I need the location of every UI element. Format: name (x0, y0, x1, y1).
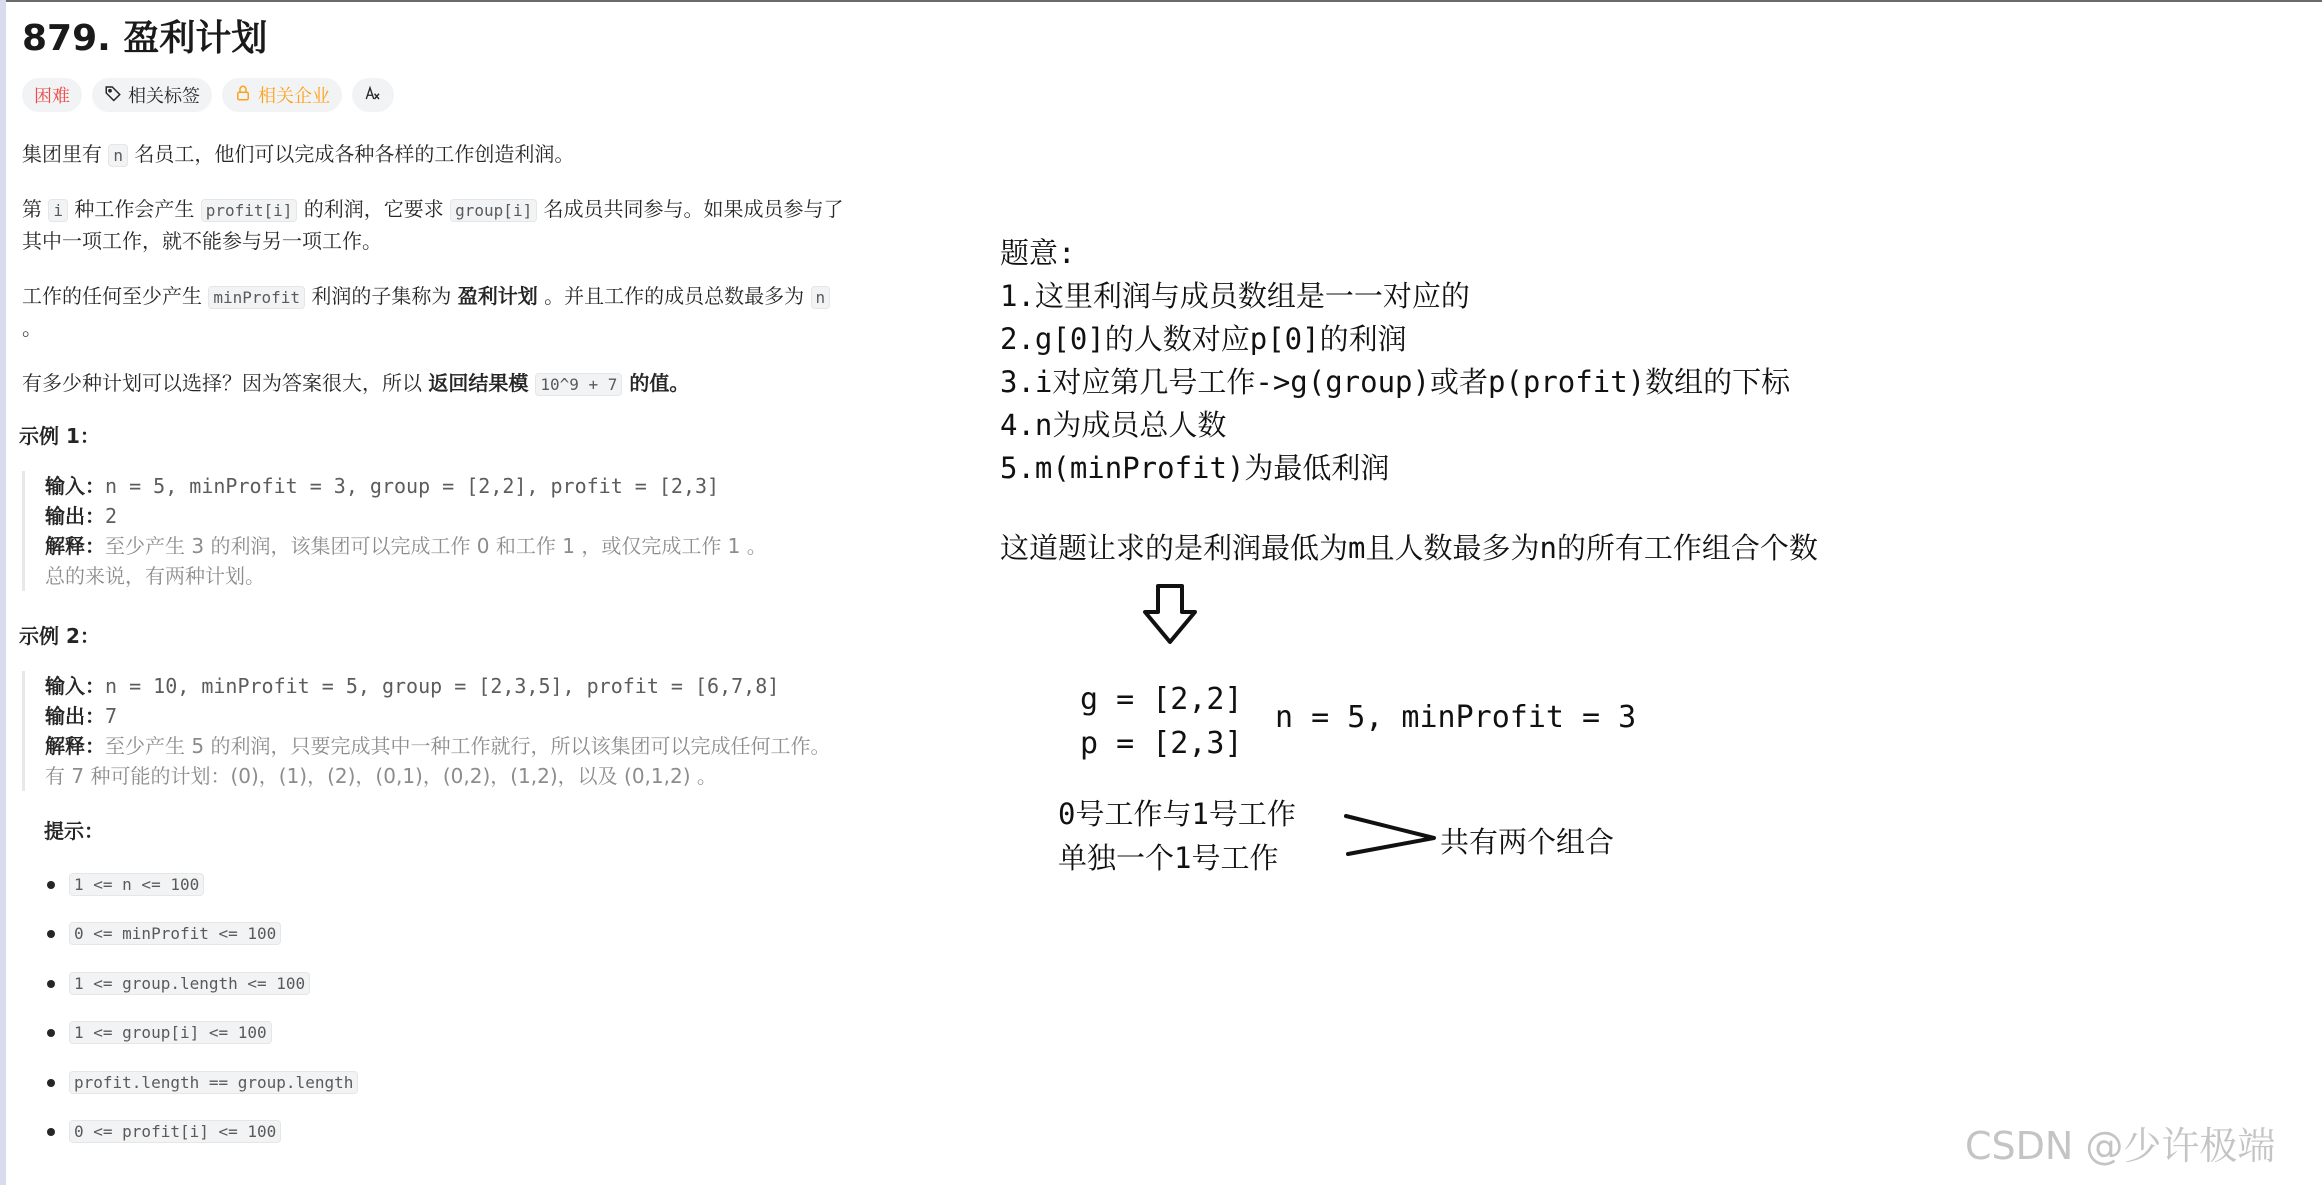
example-explanation: 有 7 种可能的计划：(0)，(1)，(2)，(0,1)，(0,2)，(1,2)，以及 (0,1,2) 。 (45, 764, 717, 788)
desc-text: 名成员共同参与。如果成员参与了 (537, 197, 844, 221)
desc-text: 工作的任何至少产生 (22, 284, 209, 308)
profit-array: p = [2,3] (1080, 726, 1243, 761)
lock-icon (234, 84, 252, 107)
tag-icon (104, 84, 122, 107)
combo-line: 单独一个1号工作 (1058, 841, 1279, 875)
desc-text: 的利润，它要求 (297, 197, 451, 221)
tag-row (22, 78, 394, 112)
desc-bold: 盈利计划 (457, 284, 538, 308)
desc-para-2 (22, 194, 844, 256)
constraint-code: profit.length == group.length (69, 1071, 358, 1094)
desc-text: 利润的子集称为 (305, 284, 458, 308)
explain-label: 解释： (45, 734, 105, 758)
inline-code: i (48, 199, 68, 222)
bullet-icon (47, 1079, 55, 1087)
watermark: CSDN @少许极端 (1965, 1124, 2276, 1168)
desc-text: 。并且工作的成员总数最多为 (537, 284, 811, 308)
example-2-block (22, 671, 945, 791)
difficulty-badge[interactable] (22, 78, 82, 112)
output-label: 输出： (45, 504, 105, 528)
inline-code: profit[i] (201, 199, 298, 222)
note-line: 1.这里利润与成员数组是一一对应的 (1000, 279, 1470, 313)
constraint-item (47, 1120, 281, 1143)
notes-heading: 题意: (1000, 236, 1076, 270)
constraint-code: 0 <= minProfit <= 100 (69, 922, 281, 945)
group-array: g = [2,2] (1080, 682, 1243, 717)
constraint-item (47, 922, 281, 945)
desc-bold: 的值。 (622, 371, 690, 395)
note-line: 5.m(minProfit)为最低利润 (1000, 451, 1390, 485)
desc-text: 集团里有 (22, 142, 109, 166)
output-label: 输出： (45, 704, 105, 728)
desc-para-4 (22, 368, 689, 400)
example-1-title: 示例 1： (19, 424, 100, 448)
constraint-code: 0 <= profit[i] <= 100 (69, 1120, 281, 1143)
example-output: 2 (105, 504, 118, 528)
example-explanation: 总的来说，有两种计划。 (45, 564, 265, 588)
example-2-title: 示例 2： (19, 624, 100, 648)
desc-bold: 返回结果模 (428, 371, 536, 395)
desc-text: 名员工，他们可以完成各种各样的工作创造利润。 (128, 142, 575, 166)
translate-button[interactable] (352, 78, 394, 112)
constraint-item (47, 972, 310, 995)
related-companies-button[interactable] (222, 78, 342, 112)
example-output: 7 (105, 704, 118, 728)
bullet-icon (47, 1128, 55, 1136)
related-tags-label: 相关标签 (128, 86, 200, 107)
top-border (0, 0, 2322, 2)
hints-title: 提示： (44, 819, 104, 843)
example-input: n = 5, minProfit = 3, group = [2,2], profit = [2,3] (105, 474, 720, 498)
desc-text: 种工作会产生 (68, 197, 201, 221)
desc-text: 其中一项工作，就不能参与另一项工作。 (22, 229, 382, 253)
constraint-code: 1 <= n <= 100 (69, 873, 204, 896)
input-label: 输入： (45, 474, 105, 498)
desc-para-1 (22, 139, 574, 171)
combo-result: 共有两个组合 (1440, 825, 1615, 859)
notes-summary: 这道题让求的是利润最低为m且人数最多为n的所有工作组合个数 (1000, 531, 1818, 565)
example-1-block (22, 471, 945, 591)
inline-code: group[i] (450, 199, 537, 222)
example-explanation: 至少产生 3 的利润，该集团可以完成工作 0 和工作 1 ，或仅完成工作 1 。 (105, 534, 767, 558)
note-line: 2.g[0]的人数对应p[0]的利润 (1000, 322, 1407, 356)
inline-code: n (108, 144, 128, 167)
constraint-item (47, 1021, 272, 1044)
left-border (0, 0, 6, 1185)
desc-text: 第 (22, 197, 49, 221)
constraint-code: 1 <= group[i] <= 100 (69, 1021, 272, 1044)
down-arrow-icon (1140, 582, 1200, 646)
related-companies-label: 相关企业 (258, 86, 330, 107)
difficulty-label: 困难 (34, 86, 70, 107)
inline-code: n (811, 286, 831, 309)
desc-text: 有多少种计划可以选择？因为答案很大，所以 (22, 371, 429, 395)
merge-arrow-icon (1340, 808, 1440, 858)
translate-icon (364, 84, 382, 107)
params-line: n = 5, minProfit = 3 (1275, 700, 1637, 735)
example-input: n = 10, minProfit = 5, group = [2,3,5], profit = [6,7,8] (105, 674, 780, 698)
bullet-icon (47, 881, 55, 889)
note-line: 4.n为成员总人数 (1000, 408, 1227, 442)
notes-list (1000, 232, 1790, 490)
note-line: 3.i对应第几号工作->g(group)或者p(profit)数组的下标 (1000, 365, 1791, 399)
constraint-item (47, 873, 204, 896)
constraint-code: 1 <= group.length <= 100 (69, 972, 310, 995)
constraint-item (47, 1071, 358, 1094)
combo-list (1058, 792, 1296, 880)
example-explanation: 至少产生 5 的利润，只要完成其中一种工作就行，所以该集团可以完成任何工作。 (105, 734, 831, 758)
combo-line: 0号工作与1号工作 (1058, 797, 1296, 831)
desc-para-3 (22, 281, 830, 343)
problem-title: 879. 盈利计划 (22, 18, 268, 59)
explain-label: 解释： (45, 534, 105, 558)
input-label: 输入： (45, 674, 105, 698)
bullet-icon (47, 930, 55, 938)
bullet-icon (47, 1029, 55, 1037)
array-values (1080, 678, 1243, 766)
inline-code: minProfit (208, 286, 305, 309)
desc-text: 。 (22, 316, 42, 340)
related-tags-button[interactable] (92, 78, 212, 112)
bullet-icon (47, 980, 55, 988)
inline-code: 10^9 + 7 (535, 373, 622, 396)
